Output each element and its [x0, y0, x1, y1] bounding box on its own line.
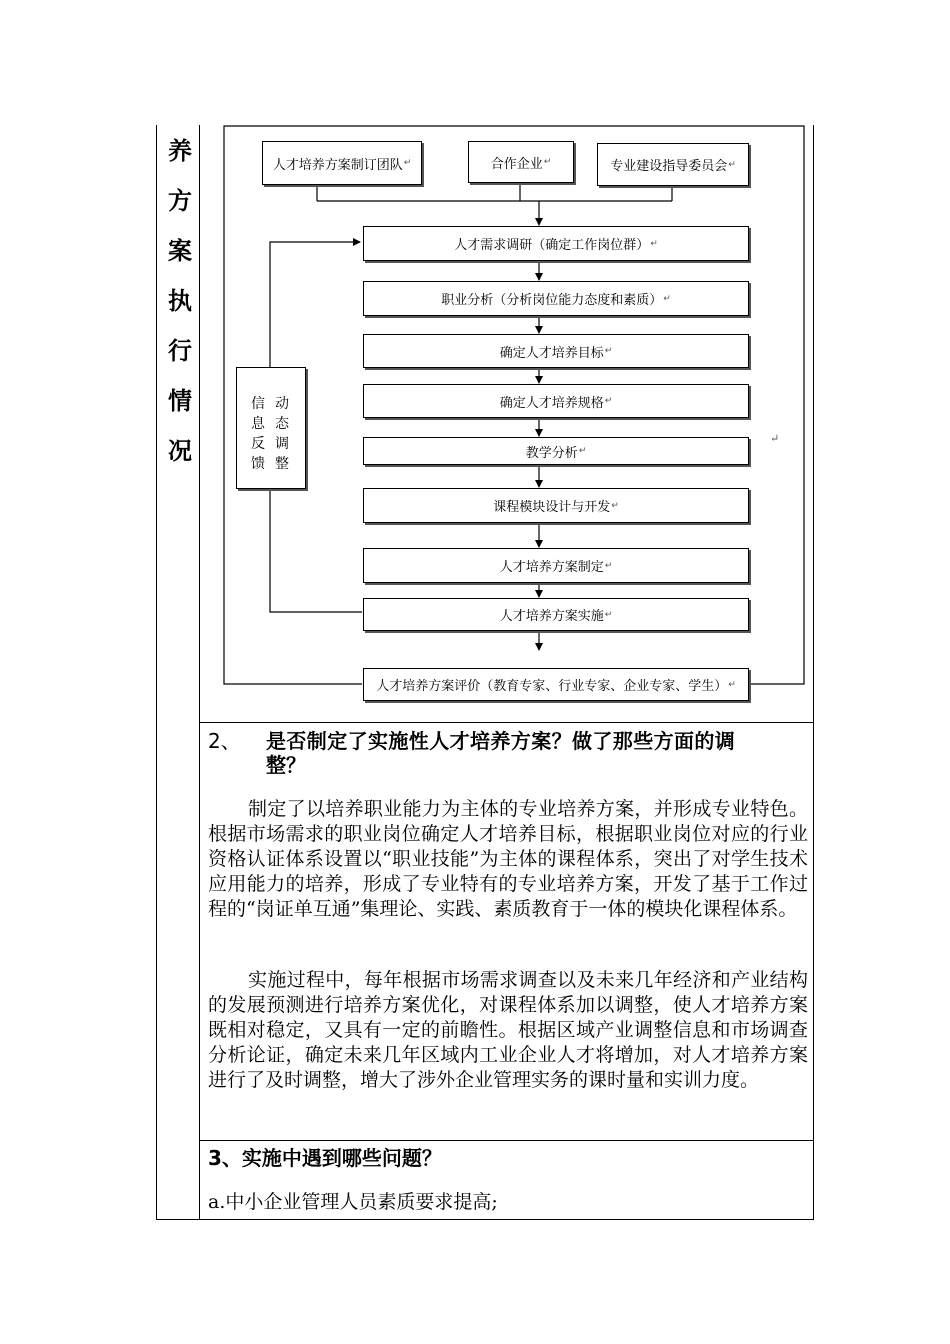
step-spec [363, 384, 749, 418]
step-goal-label: 确定人才培养目标 [499, 345, 604, 361]
feedback-char: 反 [251, 436, 265, 452]
section3-title: 3、实施中遇到哪些问题？ [208, 1146, 442, 1170]
feedback-char: 动 [275, 396, 289, 412]
team-box [262, 141, 422, 185]
section2-number: 2、 [208, 729, 241, 753]
feedback-col2 [275, 394, 289, 474]
return-mark: ↵ [604, 346, 613, 356]
step-analysis [363, 281, 749, 316]
return-mark: ↵ [663, 293, 671, 304]
section2-paragraph1: 制定了以培养职业能力为主体的专业培养方案，并形成专业特色。根据市场需求的职业岗位确定人才培养目标，根据职业岗位对应的行业资格认证体系设置以“职业技能”为主体的课程体系，突出了对学生技术应用能力的培养，形成了专业特有的专业培养方案，开发了基于工作过程的“岗证单互通”集理论、实践、素质教育于一体的模块化课程体系。 [208, 798, 808, 920]
feedback-char: 馈 [251, 456, 265, 472]
return-mark: ↵ [604, 609, 613, 620]
step-evaluate-label: 人才培养方案评价（教育专家、行业专家、企业专家、学生） [376, 679, 728, 694]
step-teaching-label: 教学分析 [525, 445, 578, 461]
return-mark: ↵ [543, 157, 552, 167]
step-research-label: 人才需求调研（确定工作岗位群） [454, 238, 650, 253]
side-label-char: 案 [168, 237, 192, 265]
return-mark: ↵ [728, 159, 736, 170]
return-mark: ↵ [650, 238, 658, 249]
return-mark: ↵ [578, 446, 587, 456]
section2-title-line2: 整？ [266, 753, 306, 777]
step-evaluate [363, 668, 749, 701]
feedback-char: 调 [275, 436, 289, 452]
feedback-char: 整 [275, 456, 289, 472]
return-mark: ↵ [611, 500, 619, 511]
section3-item-a: a.中小企业管理人员素质要求提高; [208, 1191, 498, 1213]
step-goal [363, 334, 749, 368]
team-label: 人才培养方案制订团队 [272, 157, 403, 173]
return-mark: ↵ [728, 679, 736, 690]
side-label-char: 执 [168, 287, 192, 315]
step-course-label: 课程模块设计与开发 [493, 500, 611, 515]
step-plan [363, 548, 749, 583]
return-mark: ↵ [604, 560, 613, 571]
return-mark: ↵ [604, 396, 613, 406]
side-label-char: 情 [168, 387, 192, 415]
side-label-char: 方 [168, 187, 192, 215]
step-teaching [363, 437, 749, 465]
step-research [363, 226, 749, 261]
return-mark: ↵ [403, 158, 412, 168]
step-spec-label: 确定人才培养规格 [499, 395, 604, 411]
side-label-char: 况 [168, 437, 192, 465]
side-label-char: 养 [168, 137, 192, 165]
enterprise-box [468, 141, 574, 183]
step-plan-label: 人才培养方案制定 [499, 560, 604, 575]
feedback-box [236, 367, 306, 489]
section2-title-line1: 是否制定了实施性人才培养方案？做了那些方面的调 [266, 729, 736, 753]
side-label-char: 行 [168, 337, 192, 365]
feedback-char: 信 [251, 396, 265, 412]
feedback-char: 息 [251, 416, 265, 432]
step-analysis-label: 职业分析（分析岗位能力态度和素质） [441, 293, 663, 308]
feedback-col1 [251, 394, 265, 474]
committee-label: 专业建设指导委员会 [610, 159, 728, 174]
feedback-char: 态 [275, 416, 289, 432]
paragraph-mark: ↵ [770, 432, 780, 445]
step-course [363, 488, 749, 523]
step-implement-label: 人才培养方案实施 [499, 609, 604, 624]
committee-box [597, 143, 749, 186]
section2-paragraph2: 实施过程中，每年根据市场需求调查以及未来几年经济和产业结构的发展预测进行培养方案优化，对课程体系加以调整，使人才培养方案既相对稳定，又具有一定的前瞻性。根据区域产业调整信息和市场调查分析论证，确定未来几年区域内工业企业人才将增加，对人才培养方案进行了及时调整，增大了涉外企业管理实务的课时量和实训力度。 [208, 969, 808, 1091]
enterprise-label: 合作企业 [490, 156, 543, 172]
step-implement [363, 598, 749, 631]
